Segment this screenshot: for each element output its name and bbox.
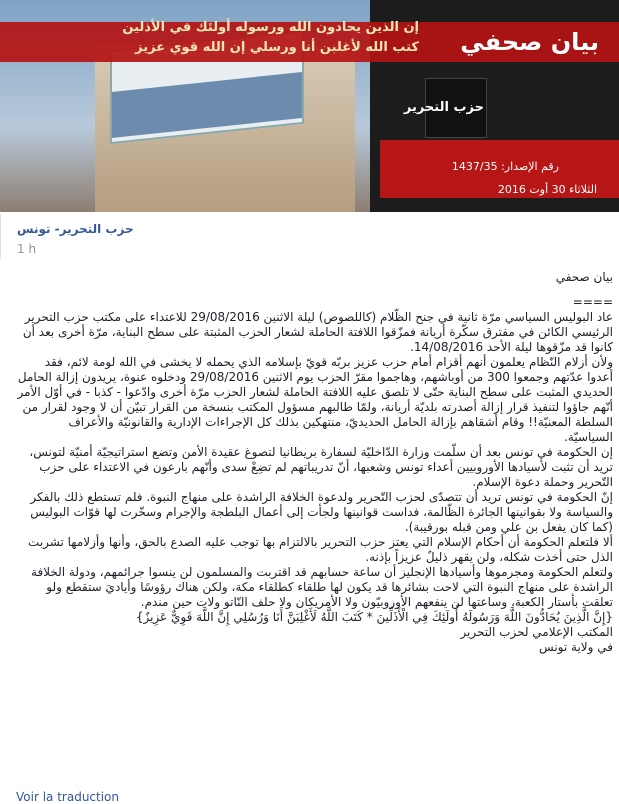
banner-issue-number: رقم الإصدار: 1437/35	[451, 160, 559, 173]
quran-verse: {إِنَّ الَّذِينَ يُحَادُّونَ اللَّهَ وَرَسُولَهُ أُولَئِكَ فِي الْأَذَلِّينَ * كَتَبَ اللَّهُ لَأَغْلِبَنَّ أَنَا وَرُسُلِي إِنَّ اللَّهَ قَوِيٌّ عَزِيزٌ}	[135, 610, 613, 624]
signature-office: المكتب الإعلامي لحزب التحرير	[460, 625, 613, 639]
page-name-link[interactable]: حزب التحرير- تونس	[17, 222, 134, 236]
paragraph-1: عاد البوليس السياسي مرّة ثانية في جنح الظّلام (كاللصوص) ليلة الاثنين 29/08/2016 للاعتداء على مكتب حزب التحرير الرئيسي الكائن في مفترق سكّرة أريانة فمزّقوا اللافتة الحاملة لشعار الحزب المثبتة على سطح البناية، مرّة أخرى بعد أن كانوا قد مزّقوها ليلة الأحد 14/08/2016.	[22, 310, 613, 354]
press-release-banner[interactable]	[0, 0, 619, 212]
banner-issue-date: الثلاثاء 30 أوت 2016	[497, 183, 597, 196]
post-timestamp[interactable]: 1 h	[17, 242, 37, 256]
post-header	[0, 214, 619, 259]
post-separator: ====	[572, 295, 613, 309]
paragraph-6: ولتعلم الحكومة ومجرموها وأسيادها الإنجليز أن ساعة حسابهم قد اقتربت والمسلمون لن ينسوا جرائمهم، ودولة الخلافة الراشدة على منهاج النبوة التي لاحت بشائرها قد يكون لها طلقاء كطلقاء مكة، ولكن هناك رؤوسًا وأياديَ ستقطع ولو تعلقت بأستار الكعبة، وساعتها لن ينفعهم الأوروبيّون ولا الأمريكان ولا حلف النّاتو ولات حين مندم.	[31, 565, 613, 609]
paragraph-5: ألا فلتعلم الحكومة أن أحكام الإسلام التي يعتز حزب التحرير بالالتزام بها توجب عليه الصدع بالحق، وأنها وأزلامها تشربت الذل حتى أخذت شكله، ولن يقهر ذليلٌ عزيزاً بإذنه.	[28, 535, 613, 564]
banner-quote-line2: كتب الله لأغلبن أنا ورسلي إن الله قوي عزيز	[135, 40, 419, 55]
signature-region: في ولاية تونس	[539, 640, 613, 654]
paragraph-2: ولأن أزلام النّظام يعلمون أنهم أقزام أمام حزب عزيز بربّه قويّ بإسلامه الذي يحمله لا يخشى في الله لومة لائم، فقد أعدوا عدّتهم وجمعوا 300 من أوباشهم، وهاجموا مقرّ الحزب يوم الاثنين 29/08/2016 ودخلوه عنوة، يريدون إزالة الحامل الحديدي المثبت على سطح البناية حتّى لا تلصق عليه اللافتة الحاملة لشعار الحزب مرّة أخرى وادّعوا - كذبا - في أوّل الأمر أنّهم جاؤوا لتنفيذ قرار إزالة أصدرته بلديّة أريانة، ولمّا طالبهم مسؤول المكتب بنسخة من القرار تبيّن أن لا وجود لقرار من السلطة المعنيّة!! وقام أشقاهم بإزالة الحامل الحديديّ، منتهكين بذلك كل الإجراءات الإدارية والقانونيّة والأعراف السياسيّة.	[17, 355, 613, 444]
post-title: بيان صحفي	[555, 270, 613, 284]
banner-quote-line1: إن الذين يحادون الله ورسوله أولئك في الأذلين	[122, 20, 419, 35]
paragraph-3: إن الحكومة في تونس بعد أن سلّمت وزارة الدّاخليّة لسفارة بريطانيا لتصوغ عقيدة الأمن وتضع استراتيجيّة أمنيّة لتونس، تريد أن تثبت لأسيادها الأوروبيين أعداء تونس وشعبها، أنّ تدريباتهم لم تضِعْ سدى وأنّهم بارعون في الاعتداء على حزب التّحرير وحملة دعوة الإسلام.	[29, 445, 613, 489]
banner-logo-text: حزب التحرير	[403, 100, 484, 115]
post-text	[16, 270, 613, 655]
banner-title: بيان صحفي	[460, 28, 599, 56]
see-translation-link[interactable]: Voir la traduction	[16, 790, 120, 804]
paragraph-4: إنّ الحكومة في تونس تريد أن تتصدّى لحزب التّحرير ولدعوة الخلافة الراشدة على منهاج النبوة. فلم تستطع ذلك بالفكر والسياسة ولا بقوانينها الجائرة الظّالمة، فداست قوانينها ولجأت إلى أعمال البلطجة والإجرام وسخّرت لها قوّات البوليس (كما كان يفعل بن علي ومن قبله بورقيبة).	[30, 490, 613, 534]
